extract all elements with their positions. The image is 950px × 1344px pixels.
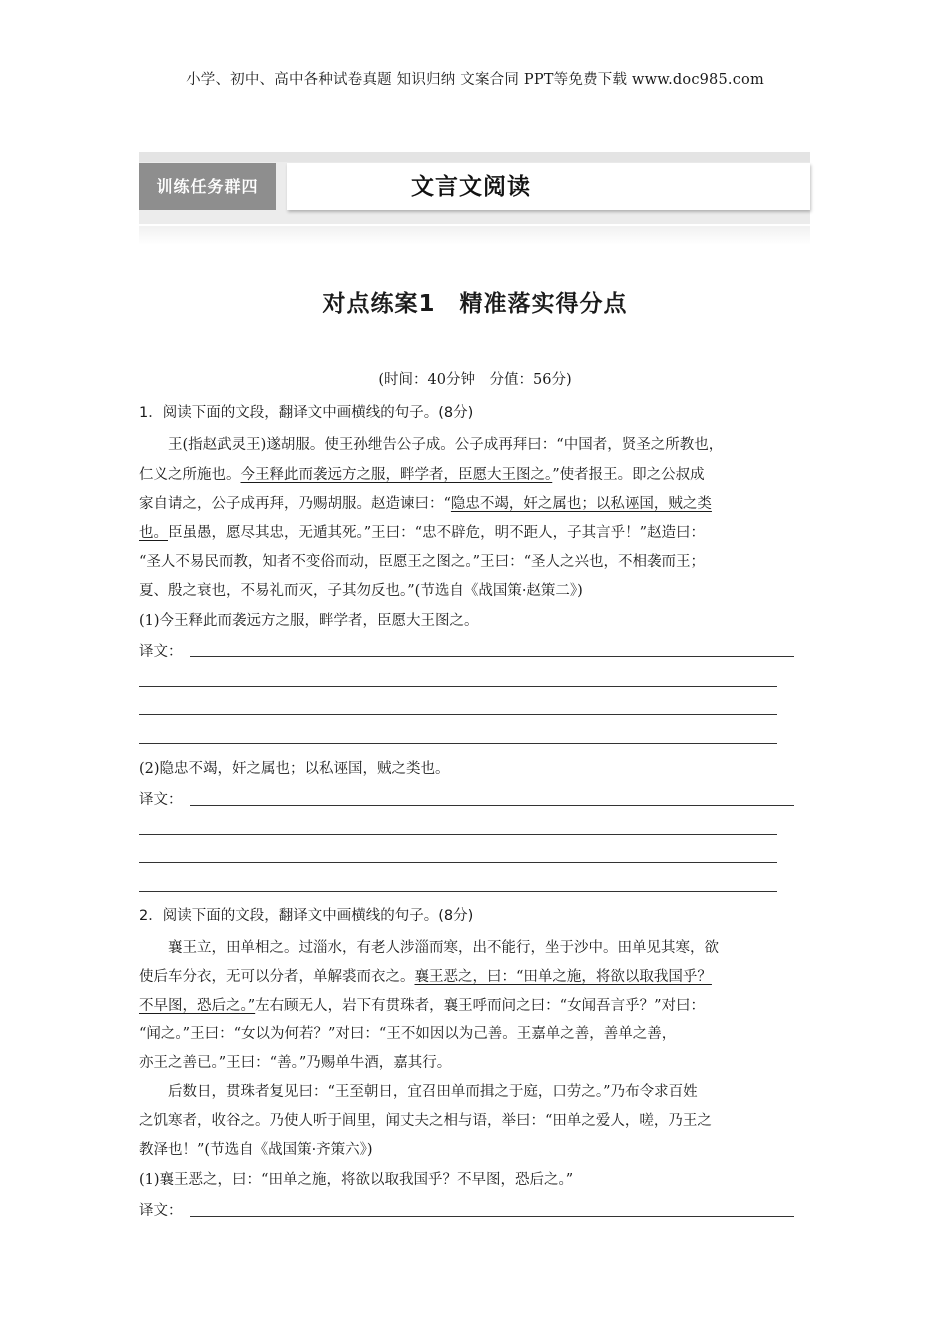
q1-underlined-sentence-1: 今王释此而袭远方之服，畔学者，臣愿大王图之。: [240, 467, 553, 483]
q2-passage-line: 亦王之善已。”王曰：“善。”乃赐单牛酒，嘉其行。: [139, 1055, 452, 1071]
q2-passage-line: 之饥寒者，收谷之。乃使人听于闾里，闻丈夫之相与语，举曰：“田单之爱人，嗟，乃王之: [139, 1113, 712, 1129]
q1-answer-label-2: 译文：: [139, 792, 183, 808]
q2-passage-line: “闻之。”王曰：“女以为何若？”对曰：“王不如因以为己善。王嘉单之善，善单之善，: [139, 1026, 677, 1042]
q1-passage-line: 夏、殷之衰也，不易礼而灭，子其勿反也。”(节选自《战国策·赵策二》): [139, 583, 583, 599]
q2-passage-line: 后数日，贯珠者复见曰：“王至朝日，宜召田单而揖之于庭，口劳之。”乃布令求百姓: [168, 1084, 698, 1100]
q2-underlined-sentence: 襄王恶之，曰：“田单之施，将欲以取我国乎？: [414, 969, 712, 985]
time-score-info: (时间：40分钟 分值：56分): [378, 372, 572, 388]
question-1-title: 1．阅读下面的文段，翻译文中画横线的句子。(8分): [139, 405, 474, 421]
q1-sub-question-1: (1)今王释此而袭远方之服，畔学者，臣愿大王图之。: [139, 613, 479, 629]
q1-passage-line: 家自请之，公子成再拜，乃赐胡服。赵造谏曰：“隐忠不竭，奸之属也；以私诬国，贼之类: [139, 496, 712, 512]
q2-passage-line: 襄王立，田单相之。过淄水，有老人涉淄而寒，出不能行，坐于沙中。田单见其寒，欲: [168, 940, 719, 956]
q2-sub-question-1: (1)襄王恶之，曰：“田单之施，将欲以取我国乎？不早图，恐后之。”: [139, 1172, 574, 1188]
answer-line[interactable]: [190, 1216, 794, 1217]
q2-passage-line: 教泽也！”(节选自《战国策·齐策六》): [139, 1142, 373, 1158]
q1-passage-line: 也。臣虽愚，愿尽其忠，无遁其死。”王曰：“忠不辟危，明不距人，子其言乎！”赵造曰：: [139, 525, 705, 541]
answer-line[interactable]: [190, 805, 794, 806]
question-2-title: 2．阅读下面的文段，翻译文中画横线的句子。(8分): [139, 908, 474, 924]
q1-underlined-sentence-2: 隐忠不竭，奸之属也；以私诬国，贼之类: [450, 496, 712, 512]
answer-line[interactable]: [139, 834, 777, 835]
answer-line[interactable]: [139, 743, 777, 744]
q1-sub-question-2: (2)隐忠不竭，奸之属也；以私诬国，贼之类也。: [139, 761, 450, 777]
q2-passage-line: 使后车分衣，无可以分者，单解裘而衣之。襄王恶之，曰：“田单之施，将欲以取我国乎？: [139, 969, 712, 985]
q2-answer-label-1: 译文：: [139, 1203, 183, 1219]
q1-answer-label-1: 译文：: [139, 644, 183, 660]
q1-passage-line: “圣人不易民而教，知者不变俗而动，臣愿王之图之。”王曰：“圣人之兴也，不相袭而王；: [139, 554, 705, 570]
page-title: 对点练案1 精准落实得分点: [322, 291, 628, 317]
answer-line[interactable]: [139, 862, 777, 863]
banner-title: 文言文阅读: [411, 173, 531, 200]
banner-title-box: [287, 163, 810, 210]
site-header: 小学、初中、高中各种试卷真题 知识归纳 文案合同 PPT等免费下载 www.doc985.com: [186, 72, 764, 88]
q1-passage-line: 王(指赵武灵王)遂胡服。使王孙绁告公子成。公子成再拜曰：“中国者，贤圣之所教也，: [168, 437, 724, 453]
q2-passage-line: 不早图，恐后之。”左右顾无人，岩下有贯珠者，襄王呼而问之曰：“女闻吾言乎？”对曰：: [139, 998, 705, 1014]
answer-line[interactable]: [139, 714, 777, 715]
answer-line[interactable]: [139, 686, 777, 687]
section-banner: [139, 152, 810, 245]
q1-passage-line: 仁义之所施也。今王释此而袭远方之服，畔学者，臣愿大王图之。”使者报王。即之公叔成: [139, 467, 705, 483]
banner-tag: 训练任务群四: [139, 163, 276, 210]
answer-line[interactable]: [190, 656, 794, 657]
answer-line[interactable]: [139, 891, 777, 892]
